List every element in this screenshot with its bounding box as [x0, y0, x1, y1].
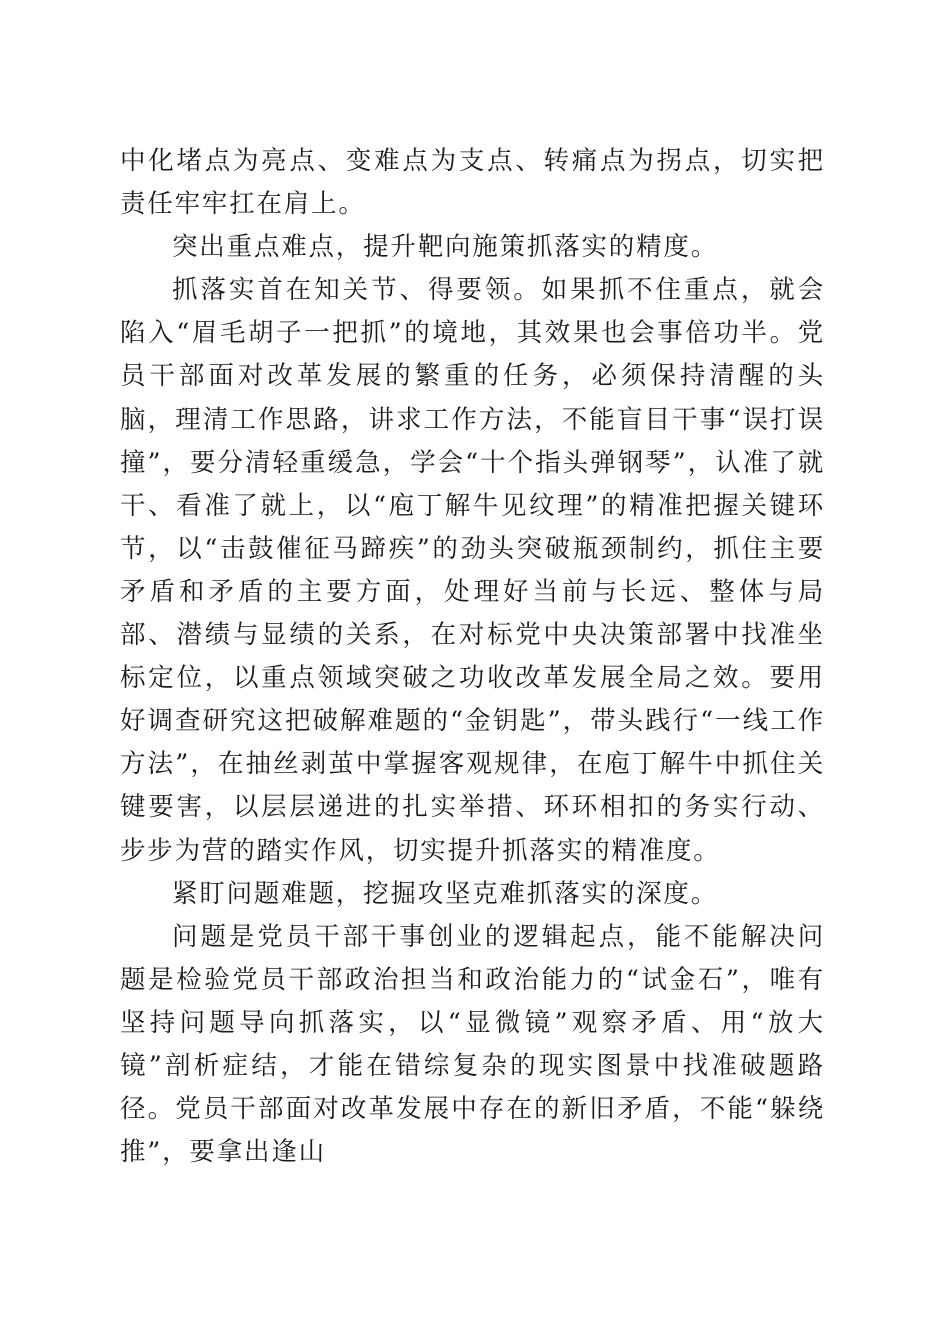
- paragraph-precision-body: 抓落实首在知关节、得要领。如果抓不住重点，就会陷入“眉毛胡子一把抓”的境地，其效果也会事倍功半。党员干部面对改革发展的繁重的任务，必须保持清醒的头脑，理清工作思路，讲求工作方法，不能盲目干事“误打误撞”，要分清轻重缓急，学会“十个指头弹钢琴”，认准了就干、看准了就上，以“庖丁解牛见纹理”的精准把握关键环节，以“击鼓催征马蹄疾”的劲头突破瓶颈制约，抓住主要矛盾和矛盾的主要方面，处理好当前与长远、整体与局部、潜绩与显绩的关系，在对标党中央决策部署中找准坐标定位，以重点领域突破之功收改革发展全局之效。要用好调查研究这把破解难题的“金钥匙”，带头践行“一线工作方法”，在抽丝剥茧中掌握客观规律，在庖丁解牛中抓住关键要害，以层层递进的扎实举措、环环相扣的务实行动、步步为营的踏实作风，切实提升抓落实的精准度。: [120, 275, 825, 866]
- paragraph-continuation: 中化堵点为亮点、变难点为支点、转痛点为拐点，切实把责任牢牢扛在肩上。: [120, 146, 825, 220]
- section-heading-depth: 紧盯问题难题，挖掘攻坚克难抓落实的深度。: [172, 878, 719, 909]
- document-page: [120, 140, 825, 1174]
- section-heading-precision: 突出重点难点，提升靶向施策抓落实的精度。: [172, 232, 719, 263]
- paragraph-depth-body: 问题是党员干部干事创业的逻辑起点，能不能解决问题是检验党员干部政治担当和政治能力的“试金石”，唯有坚持问题导向抓落实，以“显微镜”观察矛盾、用“放大镜”剖析症结，才能在错综复杂的现实图景中找准破题路径。党员干部面对改革发展中存在的新旧矛盾，不能“躲绕推”，要拿出逢山: [120, 921, 825, 1168]
